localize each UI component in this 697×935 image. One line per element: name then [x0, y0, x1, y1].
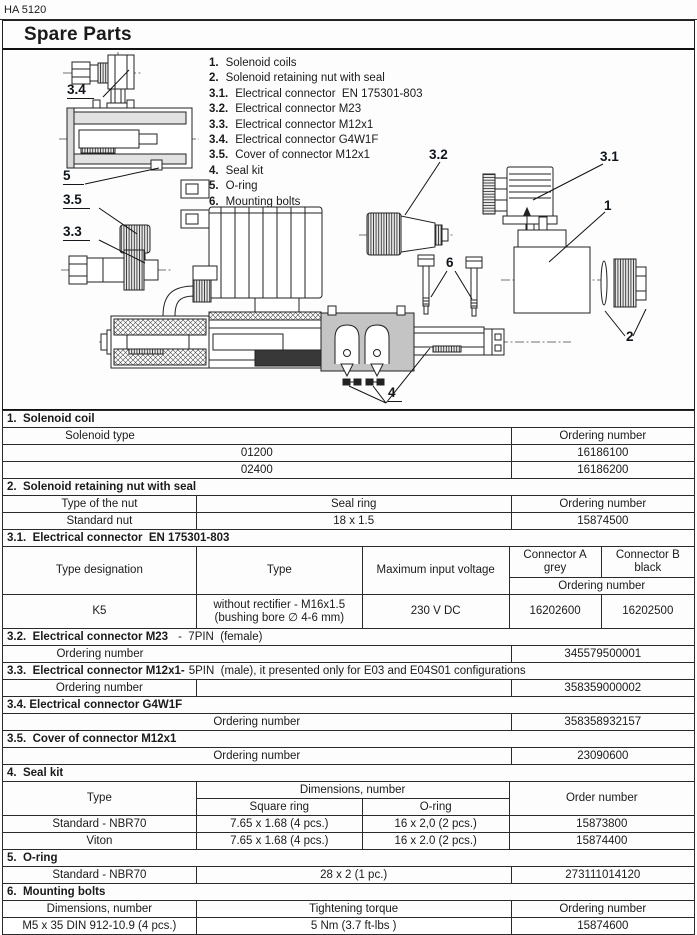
connector-m23-drawing: [367, 213, 448, 255]
valve-body-section-drawing: [67, 100, 192, 170]
diagram-label-2: 2: [626, 329, 634, 344]
seal-kit-drawing: [343, 379, 384, 385]
cell-solenoid-type: 02400: [3, 462, 512, 479]
column-header: Square ring: [196, 799, 362, 816]
cell-o-ring-type: Standard - NBR70: [3, 867, 197, 884]
column-header: Type: [196, 547, 362, 595]
cell-type: without rectifier - M16x1.5 (bushing bore ∅ 4-6 mm): [196, 595, 362, 629]
legend-item: 3.4. Electrical connector G4W1F: [209, 134, 379, 147]
table-connector-m12x1: [2, 662, 695, 697]
legend-item: 3.5. Cover of connector M12x1: [209, 149, 371, 162]
legend-item: 3.2. Electrical connector M23: [209, 103, 362, 116]
diagram-label-4: 4: [388, 386, 402, 402]
cell-type-designation: K5: [3, 595, 197, 629]
cell-nut-type: Standard nut: [3, 513, 197, 530]
cell-ordering-number: 273111014120: [511, 867, 694, 884]
table-mounting-bolts: [2, 883, 695, 935]
table-retaining-nut: [2, 478, 695, 530]
table-row: [3, 867, 695, 884]
table-row: [3, 680, 695, 697]
table-row: [3, 833, 695, 850]
table-row: [3, 714, 695, 731]
table-row: [3, 918, 695, 935]
diagram-label-3-4: 3.4: [67, 83, 94, 99]
legend-item: 2. Solenoid retaining nut with seal: [209, 72, 385, 85]
table-title: 3.2. Electrical connector M23 - 7PIN (female): [3, 629, 695, 646]
table-cover-m12x1: [2, 730, 695, 765]
page-title: Spare Parts: [24, 23, 132, 45]
row-label: Ordering number: [3, 714, 512, 731]
column-header: Solenoid type: [65, 429, 135, 442]
legend-item: 1. Solenoid coils: [209, 57, 297, 69]
cell-torque: 5 Nm (3.7 ft-lbs ): [196, 918, 511, 935]
document-code: HA 5120: [4, 4, 47, 16]
column-header: Dimensions, number: [196, 782, 509, 799]
table-o-ring: [2, 849, 695, 884]
cell-ordering-number: 345579500001: [511, 646, 694, 663]
column-header: Ordering number: [511, 428, 694, 445]
cell-ordering-number-b: 16202500: [601, 595, 694, 629]
cell-seal-type: Standard - NBR70: [3, 816, 197, 833]
row-label: Ordering number: [3, 748, 512, 765]
column-header: Seal ring: [196, 496, 511, 513]
column-header: Order number: [509, 782, 694, 816]
cell-ordering-number: 15874500: [511, 513, 694, 530]
cell-ordering-number: 358359000002: [511, 680, 694, 697]
table-solenoid-coil: [2, 410, 695, 479]
table-connector-en175301: [2, 529, 695, 629]
legend-item: 5. O-ring: [209, 180, 258, 193]
row-label: Ordering number: [56, 647, 144, 660]
table-title: 1. Solenoid coil: [3, 411, 695, 428]
column-header: Type of the nut: [3, 496, 197, 513]
legend-item: 3.3. Electrical connector M12x1: [209, 118, 374, 131]
table-row: [3, 445, 695, 462]
column-header: Type designation: [3, 547, 197, 595]
table-row: [3, 595, 695, 629]
diagram-label-3-2: 3.2: [429, 147, 448, 162]
cell-solenoid-type: 01200: [3, 445, 512, 462]
column-header-connector-a: Connector A grey: [509, 547, 601, 578]
diagram-label-3-3: 3.3: [63, 225, 90, 241]
column-header: Maximum input voltage: [362, 547, 509, 595]
cell-ordering-number: 15874600: [511, 918, 694, 935]
diagram-label-3-5: 3.5: [63, 193, 90, 209]
cell-ordering-number: 23090600: [511, 748, 694, 765]
table-connector-m23: [2, 628, 695, 663]
valve-assembly-drawing: [101, 306, 504, 376]
diagram-label-6: 6: [446, 255, 454, 270]
table-row: [3, 462, 695, 479]
cell-voltage: 230 V DC: [362, 595, 509, 629]
cell-seal-type: Viton: [3, 833, 197, 850]
cell-seal-ring: 18 x 1.5: [196, 513, 511, 530]
table-row: [3, 748, 695, 765]
table-title: 3.5. Cover of connector M12x1: [3, 731, 695, 748]
table-seal-kit: [2, 764, 695, 850]
cell-order-number: 15874400: [509, 833, 694, 850]
cell-ordering-number: 16186200: [511, 462, 694, 479]
empty-cell: [196, 680, 511, 697]
table-row: [3, 646, 695, 663]
retaining-nut-drawing: [601, 259, 646, 307]
diagram-label-3-1: 3.1: [600, 149, 619, 164]
cell-ordering-number-a: 16202600: [509, 595, 601, 629]
column-header: Dimensions, number: [3, 901, 197, 918]
column-header: Ordering number: [511, 901, 694, 918]
parts-legend: [209, 56, 509, 210]
legend-item: 4. Seal kit: [209, 164, 264, 177]
table-title: 5. O-ring: [3, 850, 695, 867]
section-title-band: [3, 21, 694, 50]
table-row: [3, 513, 695, 530]
diagram-label-5: 5: [63, 169, 84, 185]
table-row: [3, 816, 695, 833]
column-header: O-ring: [362, 799, 509, 816]
legend-item: 6. Mounting bolts: [209, 195, 301, 208]
table-title: 4. Seal kit: [3, 765, 695, 782]
spare-parts-section: [2, 20, 695, 411]
cell-dimensions: 28 x 2 (1 pc.): [196, 867, 511, 884]
cell-square-ring: 7.65 x 1.68 (4 pcs.): [196, 833, 362, 850]
row-label: Ordering number: [3, 680, 197, 697]
column-header: Tightening torque: [196, 901, 511, 918]
cell-o-ring: 16 x 2,0 (2 pcs.): [362, 816, 509, 833]
page-header: [0, 0, 697, 20]
cell-ordering-number: 16186100: [511, 445, 694, 462]
column-header: Ordering number: [509, 578, 694, 595]
exploded-view-diagram: [3, 50, 694, 409]
legend-item: 3.1. Electrical connector EN 175301-803: [209, 87, 423, 100]
cell-dimensions: M5 x 35 DIN 912-10.9 (4 pcs.): [3, 918, 197, 935]
table-title: 3.1. Electrical connector EN 175301-803: [3, 530, 695, 547]
table-title: 6. Mounting bolts: [3, 884, 695, 901]
diagram-label-1: 1: [604, 198, 612, 213]
table-title: 2. Solenoid retaining nut with seal: [3, 479, 695, 496]
cell-order-number: 15873800: [509, 816, 694, 833]
cell-o-ring: 16 x 2.0 (2 pcs.): [362, 833, 509, 850]
cell-square-ring: 7.65 x 1.68 (4 pcs.): [196, 816, 362, 833]
table-title: 3.4. Electrical connector G4W1F: [3, 697, 695, 714]
table-connector-g4w1f: [2, 696, 695, 731]
column-header-connector-b: Connector B black: [601, 547, 694, 578]
column-header: Type: [3, 782, 197, 816]
table-title: 3.3. Electrical connector M12x1- 5PIN (male), it presented only for E03 and E04S01 configurations: [3, 663, 695, 680]
column-header: Ordering number: [511, 496, 694, 513]
cell-ordering-number: 358358932157: [511, 714, 694, 731]
